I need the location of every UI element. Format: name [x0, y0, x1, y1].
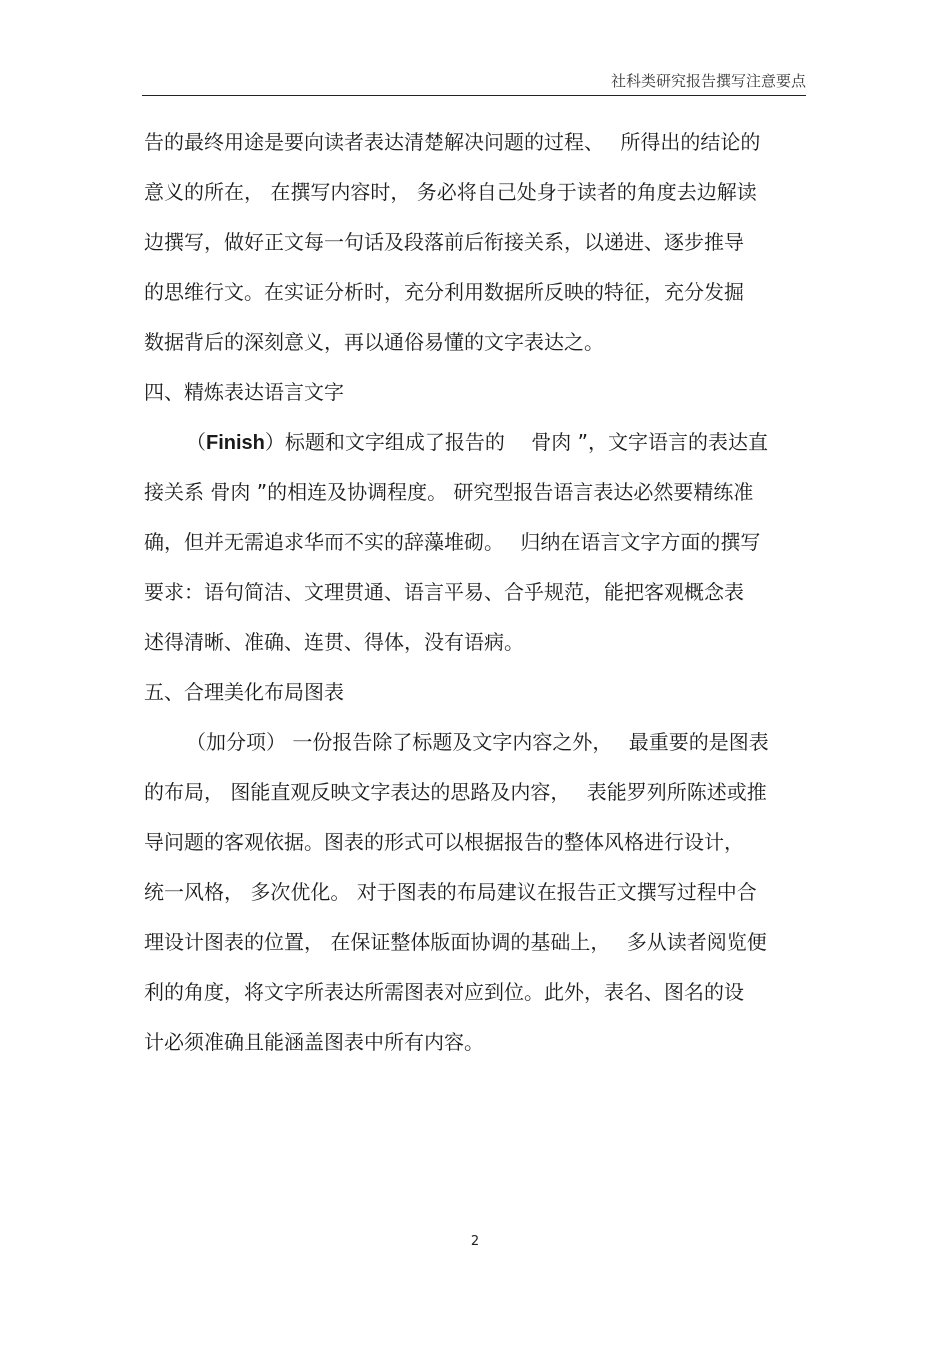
paragraph-line: 利的角度，将文字所表达所需图表对应到位。此外，表名、图名的设	[144, 980, 744, 1004]
paragraph-line: 的思维行文。在实证分析时，充分利用数据所反映的特征，充分发掘	[144, 280, 744, 304]
paragraph-line: 统一风格， 多次优化。 对于图表的布局建议在报告正文撰写过程中合	[144, 880, 757, 904]
paragraph-line: 告的最终用途是要向读者表达清楚解决问题的过程、 所得出的结论的	[144, 130, 761, 154]
section-heading-4: 四、精炼表达语言文字	[144, 380, 344, 404]
header-divider	[142, 95, 806, 96]
page-number: 2	[470, 1234, 480, 1249]
page-header-title: 社科类研究报告撰写注意要点	[610, 72, 806, 90]
paragraph-line: 理设计图表的位置， 在保证整体版面协调的基础上， 多从读者阅览便	[144, 930, 767, 954]
paragraph-line: 的布局， 图能直观反映文字表达的思路及内容， 表能罗列所陈述或推	[144, 780, 767, 804]
finish-label: Finish	[206, 432, 265, 454]
paragraph-line: 接关系 骨肉 ”的相连及协调程度。 研究型报告语言表达必然要精练准	[144, 480, 754, 504]
paragraph-line: 导问题的客观依据。图表的形式可以根据报告的整体风格进行设计，	[144, 830, 744, 854]
paragraph-line: 意义的所在， 在撰写内容时， 务必将自己处身于读者的角度去边解读	[144, 180, 757, 204]
paragraph-line: 边撰写，做好正文每一句话及段落前后衔接关系，以递进、逐步推导	[144, 230, 744, 254]
paragraph-line: 要求：语句简洁、文理贯通、语言平易、合乎规范，能把客观概念表	[144, 580, 744, 604]
paragraph-line: 数据背后的深刻意义，再以通俗易懂的文字表达之。	[144, 330, 604, 354]
section-heading-5: 五、合理美化布局图表	[144, 680, 344, 704]
paragraph-text: ）标题和文字组成了报告的 骨肉 ”，文字语言的表达直	[264, 430, 768, 454]
paragraph-line: 述得清晰、准确、连贯、得体，没有语病。	[144, 630, 524, 654]
paragraph-line: 计必须准确且能涵盖图表中所有内容。	[144, 1030, 484, 1054]
paragraph-line: 确，但并无需追求华而不实的辞藻堆砌。 归纳在语言文字方面的撰写	[144, 530, 761, 554]
paren-open: （	[186, 430, 206, 454]
paragraph-line	[186, 429, 768, 456]
paragraph-line: （加分项） 一份报告除了标题及文字内容之外， 最重要的是图表	[186, 730, 769, 754]
